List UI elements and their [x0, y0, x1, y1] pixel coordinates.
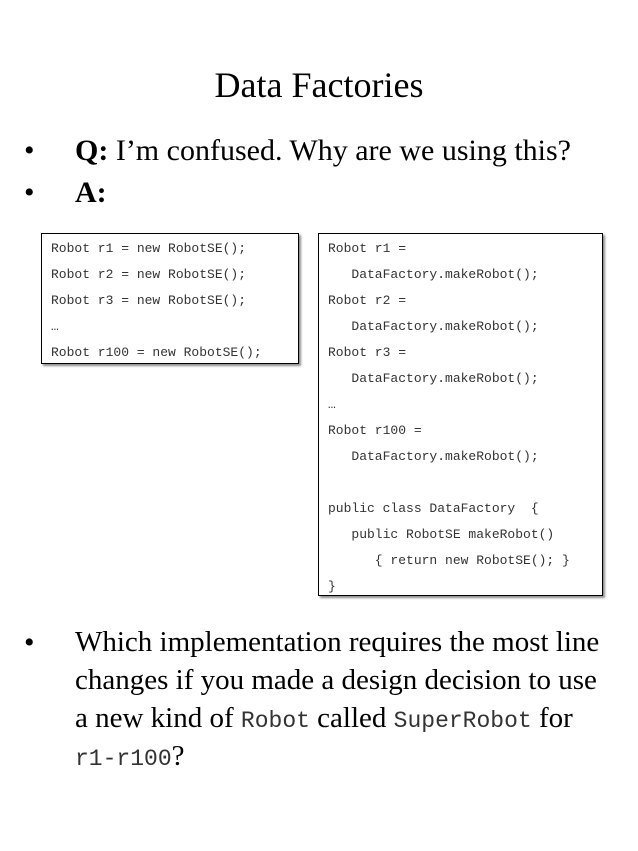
- q-text: I’m confused. Why are we using this?: [108, 134, 571, 167]
- code-line: Robot r100 =: [328, 423, 422, 438]
- bullet-dot: •: [24, 626, 35, 659]
- question-line-2: changes if you made a design decision to use: [75, 664, 597, 696]
- bullet-dot: •: [24, 176, 35, 209]
- bullet-question: [0, 134, 638, 174]
- code-line: public RobotSE makeRobot(): [328, 527, 555, 542]
- bullet-answer: [0, 176, 638, 216]
- code-robot: Robot: [240, 708, 310, 734]
- code-line: DataFactory.makeRobot();: [328, 371, 539, 386]
- q-label: Q:: [75, 134, 109, 167]
- code-line: }: [328, 579, 336, 594]
- code-box-factory: [318, 233, 603, 596]
- code-line: Robot r3 = new RobotSE();: [51, 293, 247, 308]
- question-line-1: Which implementation requires the most line: [75, 626, 600, 658]
- code-line: …: [328, 397, 336, 412]
- code-line: Robot r2 = new RobotSE();: [51, 267, 247, 282]
- code-box-direct-construction: [41, 233, 299, 364]
- code-line: DataFactory.makeRobot();: [328, 319, 539, 334]
- code-line: Robot r1 =: [328, 241, 407, 256]
- question-line-3: [75, 702, 573, 735]
- question-text-part: called: [309, 702, 394, 734]
- code-superrobot: SuperRobot: [393, 708, 532, 734]
- code-range: r1-r100: [75, 746, 172, 772]
- code-line: DataFactory.makeRobot();: [328, 267, 539, 282]
- code-line: public class DataFactory {: [328, 501, 539, 516]
- code-line: Robot r3 =: [328, 345, 407, 360]
- slide-title: Data Factories: [214, 65, 424, 105]
- question-text-part: for: [531, 702, 573, 734]
- code-line: …: [51, 319, 59, 334]
- question-text: [75, 134, 571, 168]
- code-line: Robot r100 = new RobotSE();: [51, 345, 262, 360]
- code-line: Robot r2 =: [328, 293, 407, 308]
- code-line: Robot r1 = new RobotSE();: [51, 241, 247, 256]
- question-text-part: a new kind of: [75, 702, 241, 734]
- question-mark: ?: [171, 740, 185, 772]
- code-line: { return new RobotSE(); }: [328, 553, 570, 568]
- bullet-dot: •: [24, 134, 35, 167]
- code-line: DataFactory.makeRobot();: [328, 449, 539, 464]
- question-line-4: [75, 740, 185, 773]
- a-label: A:: [75, 176, 107, 209]
